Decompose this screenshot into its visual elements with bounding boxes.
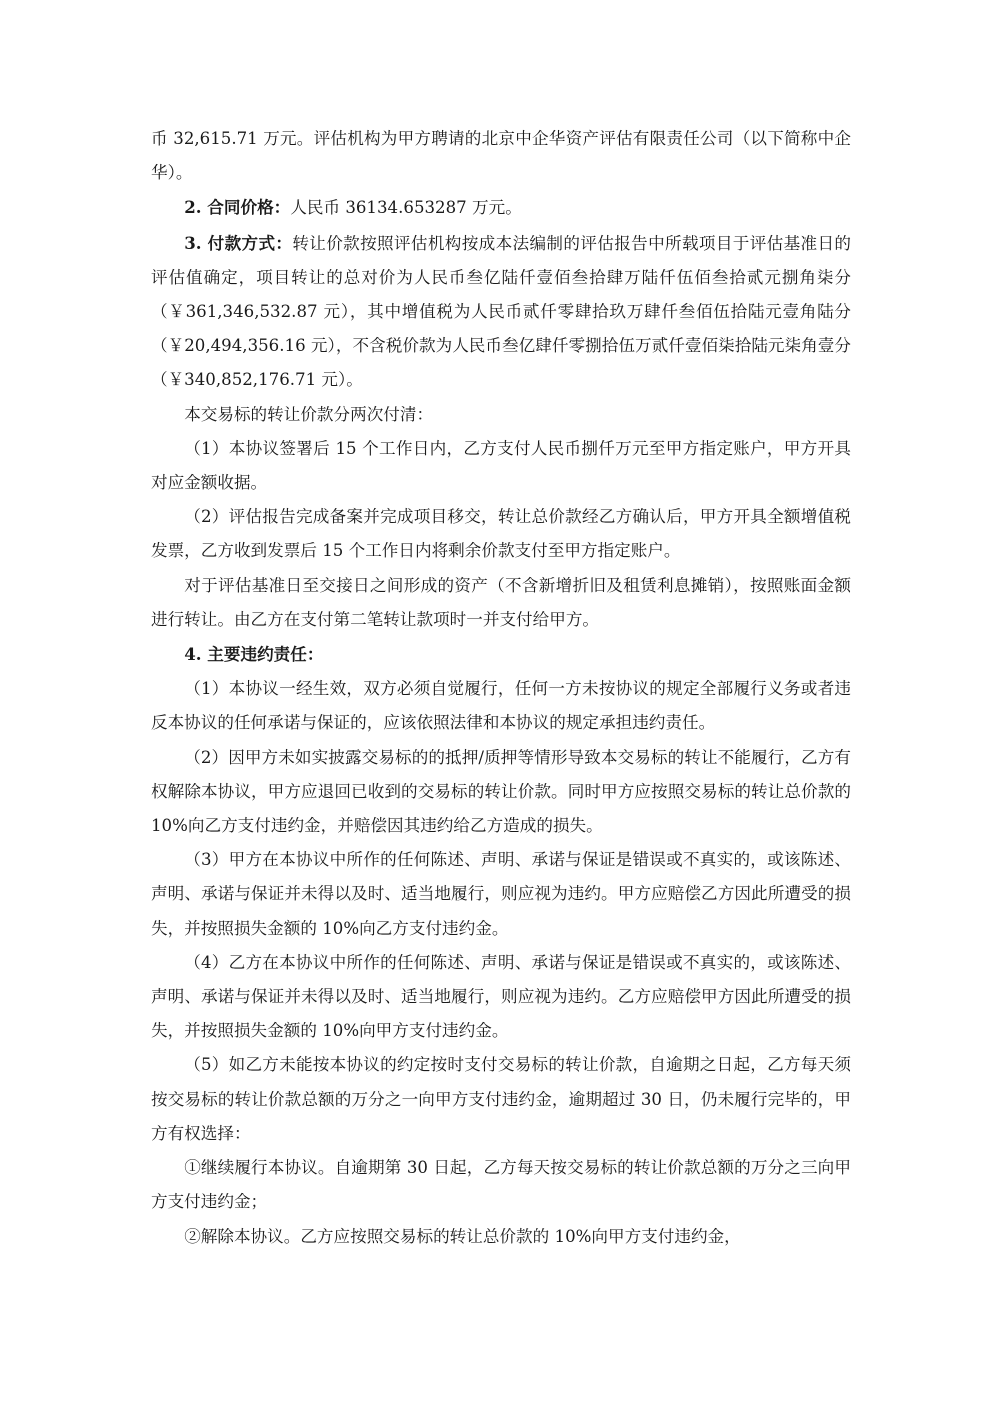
paragraph-text: 本交易标的转让价款分两次付清： — [184, 404, 434, 424]
paragraph-text: ①继续履行本协议。自逾期第 30 日起，乙方每天按交易标的转让价款总额的万分之三向甲方支付违约金； — [151, 1158, 851, 1212]
paragraph-10 — [151, 741, 851, 844]
paragraph-11 — [151, 843, 851, 946]
section-label: 2. 合同价格： — [184, 197, 291, 218]
paragraph-text: 对于评估基准日至交接日之间形成的资产（不含新增折旧及租赁利息摊销），按照账面金额进行转让。由乙方在支付第二笔转让款项时一并支付给甲方。 — [151, 575, 851, 629]
paragraph-text: （5）如乙方未能按本协议的约定按时支付交易标的转让价款，自逾期之日起，乙方每天须按交易标的转让价款总额的万分之一向甲方支付违约金，逾期超过 30 日，仍未履行完毕的，甲方有权选择： — [151, 1055, 851, 1143]
paragraph-7 — [151, 569, 851, 637]
paragraph-text: ②解除本协议。乙方应按照交易标的转让总价款的 10%向甲方支付违约金， — [184, 1226, 741, 1246]
paragraph-6 — [151, 500, 851, 568]
paragraph-5 — [151, 432, 851, 500]
paragraph-payment-method — [151, 226, 851, 398]
paragraph-text: （2）评估报告完成备案并完成项目移交，转让总价款经乙方确认后，甲方开具全额增值税发票，乙方收到发票后 15 个工作日内将剩余价款支付至甲方指定账户。 — [151, 507, 851, 561]
paragraph-text: （3）甲方在本协议中所作的任何陈述、声明、承诺与保证是错误或不真实的，或该陈述、声明、承诺与保证并未得以及时、适当地履行，则应视为违约。甲方应赔偿乙方因此所遭受的损失，并按照损失金额的 10%向乙方支付违约金。 — [151, 850, 851, 938]
paragraph-4 — [151, 398, 851, 432]
paragraph-1 — [151, 122, 851, 190]
paragraph-text: （1）本协议一经生效，双方必须自觉履行，任何一方未按协议的规定全部履行义务或者违反本协议的任何承诺与保证的，应该依照法律和本协议的规定承担违约责任。 — [151, 679, 851, 733]
section-label: 3. 付款方式： — [184, 232, 293, 253]
document-body — [151, 122, 851, 1254]
paragraph-text: 转让价款按照评估机构按成本法编制的评估报告中所载项目于评估基准日的评估值确定，项目转让的总对价为人民币叁亿陆仟壹佰叁拾肆万陆仟伍佰叁拾贰元捌角柒分（￥361,346,532.87 元），其中增值税为人民币贰仟零肆拾玖万肆仟叁佰伍拾陆元壹角陆分（￥20,494,356.16 元），不含税价款为人民币叁亿肆仟零捌拾伍万贰仟壹佰柒拾陆元柒角壹分（￥340,852,176.71 元）。 — [151, 233, 852, 390]
paragraph-text: （2）因甲方未如实披露交易标的的抵押/质押等情形导致本交易标的转让不能履行，乙方有权解除本协议，甲方应退回已收到的交易标的转让价款。同时甲方应按照交易标的转让总价款的 10%向乙方支付违约金，并赔偿因其违约给乙方造成的损失。 — [151, 747, 851, 836]
paragraph-text: 币 32,615.71 万元。评估机构为甲方聘请的北京中企华资产评估有限责任公司（以下简称中企华）。 — [151, 129, 851, 183]
paragraph-13 — [151, 1048, 851, 1151]
paragraph-14 — [151, 1151, 851, 1219]
section-label: 4. 主要违约责任： — [184, 644, 324, 665]
paragraph-contract-price — [151, 190, 851, 225]
paragraph-text: （4）乙方在本协议中所作的任何陈述、声明、承诺与保证是错误或不真实的，或该陈述、声明、承诺与保证并未得以及时、适当地履行，则应视为违约。乙方应赔偿甲方因此所遭受的损失，并按照损失金额的 10%向甲方支付违约金。 — [151, 952, 851, 1041]
paragraph-breach-liability — [151, 637, 851, 672]
paragraph-9 — [151, 672, 851, 740]
paragraph-text: 人民币 36134.653287 万元。 — [290, 198, 522, 218]
paragraph-text: （1）本协议签署后 15 个工作日内，乙方支付人民币捌仟万元至甲方指定账户，甲方开具对应金额收据。 — [151, 438, 851, 493]
paragraph-12 — [151, 946, 851, 1049]
paragraph-15 — [151, 1220, 851, 1254]
